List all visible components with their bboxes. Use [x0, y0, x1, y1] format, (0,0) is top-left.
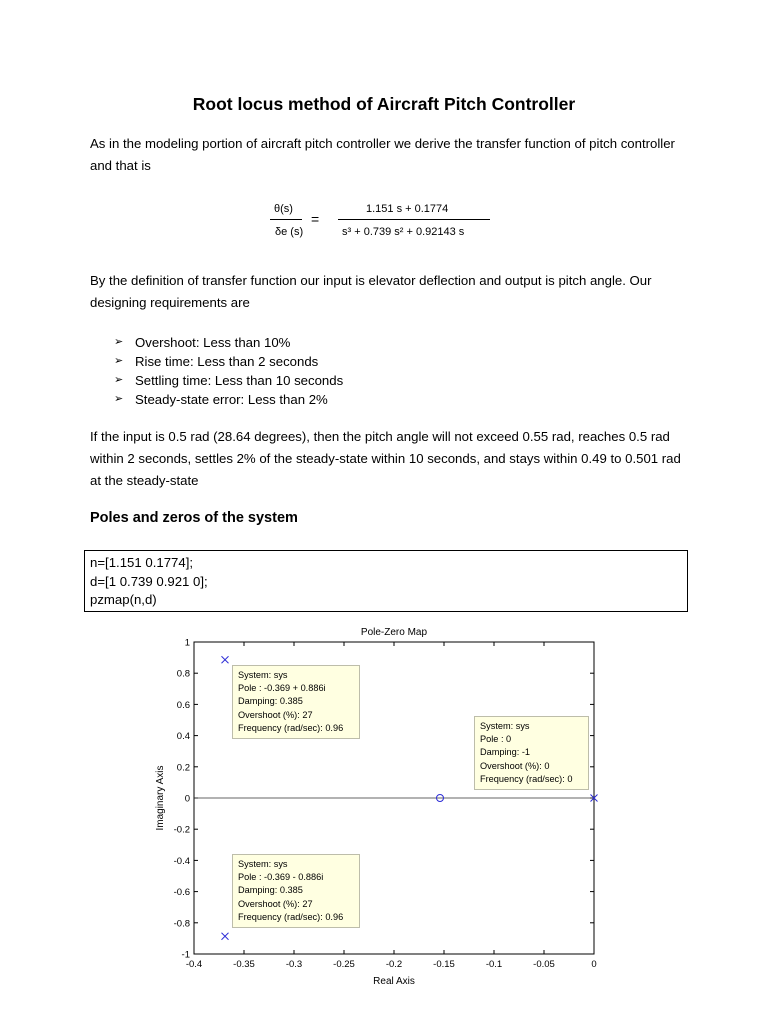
x-tick-label: -0.35 — [233, 959, 255, 970]
y-tick-label: 0.6 — [176, 699, 190, 711]
tf-rhs-denominator: s³ + 0.739 s² + 0.92143 s — [342, 226, 465, 238]
pole-zero-plot — [150, 618, 610, 993]
x-tick-label: -0.3 — [285, 959, 303, 970]
tf-lhs-fraction-bar — [270, 219, 302, 220]
y-tick-label: 1 — [184, 637, 190, 649]
datatip-lower-pole: System: sys Pole : -0.369 - 0.886i Damping: 0.385 Overshoot (%): 27 Frequency (rad/sec): 0.96 — [232, 854, 360, 928]
x-tick-label: -0.25 — [333, 959, 355, 970]
tf-lhs-denominator: δe (s) — [275, 226, 304, 238]
code-line: n=[1.151 0.1774]; — [90, 555, 194, 570]
x-tick-label: 0 — [591, 959, 597, 970]
datatip-origin-pole: System: sys Pole : 0 Damping: -1 Overshoot (%): 0 Frequency (rad/sec): 0 — [474, 716, 589, 790]
y-tick-label: -0.2 — [173, 824, 190, 836]
tf-equals: = — [311, 211, 320, 227]
y-tick-label: -1 — [181, 949, 190, 961]
input-description-paragraph: If the input is 0.5 rad (28.64 degrees), then the pitch angle will not exceed 0.55 rad, reaches 0.5 rad within 2 seconds, settles 2% of the steady-state within 10 seconds, and stays within 0.49 to 0.501 rad at the steady-state — [90, 429, 681, 488]
y-tick-label: 0.8 — [176, 668, 190, 680]
intro-paragraph: As in the modeling portion of aircraft pitch controller we derive the transfer function of pitch controller and that is — [90, 136, 675, 173]
requirements-list — [114, 333, 343, 409]
arrow-bullet-icon: ➢ — [114, 355, 124, 367]
code-box — [84, 550, 688, 612]
tf-rhs-fraction-bar — [338, 219, 490, 220]
x-tick-label: -0.4 — [185, 959, 203, 970]
requirement-item: ➢ Steady-state error: Less than 2% — [114, 392, 328, 407]
arrow-bullet-icon: ➢ — [114, 393, 124, 405]
transfer-function — [262, 200, 502, 244]
x-tick-label: -0.15 — [433, 959, 455, 970]
requirement-item: ➢ Overshoot: Less than 10% — [114, 335, 291, 350]
tf-rhs-numerator: 1.151 s + 0.1774 — [366, 203, 449, 215]
x-tick-label: -0.2 — [385, 959, 403, 970]
pole-zero-chart — [150, 618, 610, 993]
y-tick-label: 0.2 — [176, 762, 190, 774]
section-heading: Poles and zeros of the system — [90, 510, 298, 526]
x-axis-label: Real Axis — [373, 976, 415, 987]
datatip-upper-pole: System: sys Pole : -0.369 + 0.886i Damping: 0.385 Overshoot (%): 27 Frequency (rad/sec): 0.96 — [232, 665, 360, 739]
page-title: Root locus method of Aircraft Pitch Controller — [192, 94, 576, 114]
y-tick-label: 0.4 — [176, 731, 190, 743]
requirement-item: ➢ Settling time: Less than 10 seconds — [114, 373, 344, 388]
requirement-item: ➢ Rise time: Less than 2 seconds — [114, 354, 319, 369]
definition-paragraph: By the definition of transfer function our input is elevator deflection and output is pitch angle. Our designing requirements are — [90, 273, 652, 310]
y-axis-label: Imaginary Axis — [155, 765, 166, 831]
arrow-bullet-icon: ➢ — [114, 336, 124, 348]
x-tick-label: -0.05 — [533, 959, 555, 970]
tf-lhs-numerator: θ(s) — [274, 203, 293, 215]
code-line: d=[1 0.739 0.921 0]; — [90, 573, 208, 589]
y-tick-label: -0.8 — [173, 918, 190, 930]
y-tick-label: -0.6 — [173, 887, 190, 899]
y-tick-label: 0 — [184, 793, 190, 805]
chart-title: Pole-Zero Map — [360, 627, 428, 638]
code-line: pzmap(n,d) — [90, 592, 157, 607]
arrow-bullet-icon: ➢ — [114, 374, 124, 386]
x-tick-label: -0.1 — [485, 959, 503, 970]
y-tick-label: -0.4 — [173, 855, 190, 867]
